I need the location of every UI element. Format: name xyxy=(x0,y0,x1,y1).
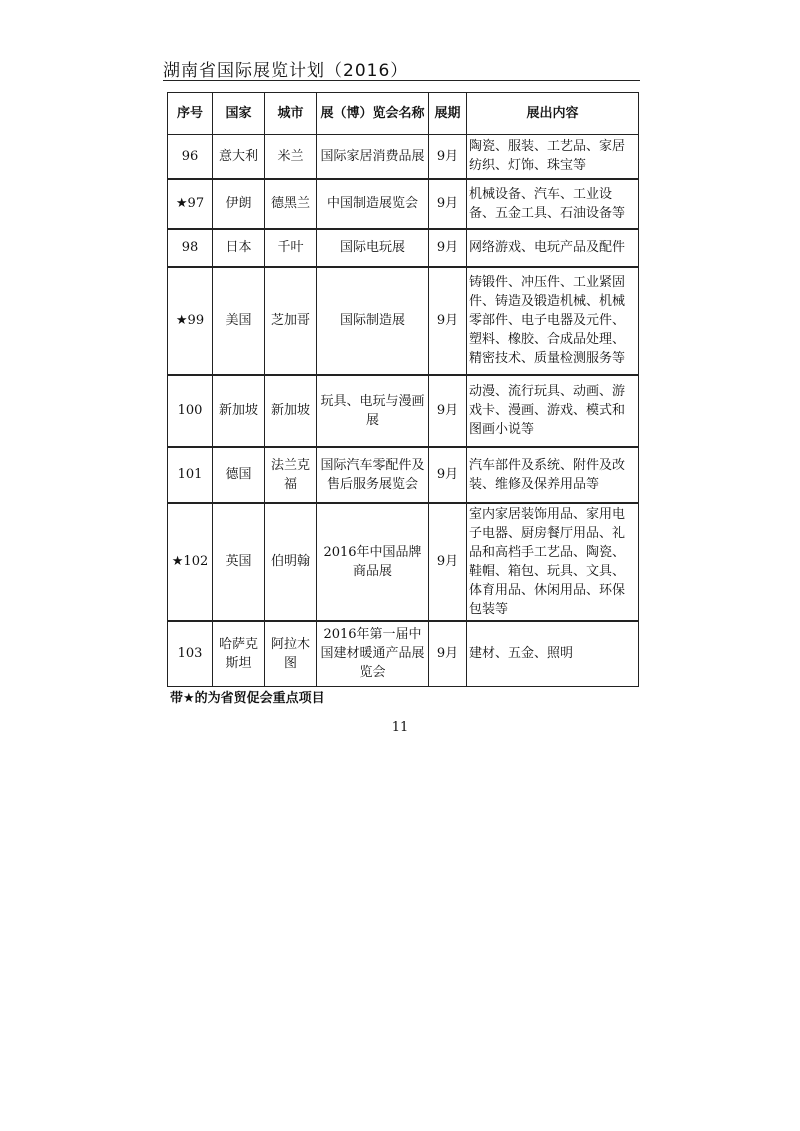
cell-content: 室内家居装饰用品、家用电子电器、厨房餐厅用品、礼品和高档手工艺品、陶瓷、鞋帽、箱包、玩具、文具、体育用品、休闲用品、环保包装等 xyxy=(467,503,639,621)
cell-exhibition-name: 国际电玩展 xyxy=(317,229,429,267)
cell-no: ★97 xyxy=(168,179,213,229)
cell-exhibition-name: 国际汽车零配件及售后服务展览会 xyxy=(317,447,429,503)
cell-content: 动漫、流行玩具、动画、游戏卡、漫画、游戏、模式和图画小说等 xyxy=(467,375,639,447)
header-rule xyxy=(163,80,640,81)
cell-period: 9月 xyxy=(429,135,467,179)
column-header-no: 序号 xyxy=(168,93,213,135)
table-row xyxy=(168,135,639,179)
cell-country: 美国 xyxy=(213,267,265,375)
cell-exhibition-name: 2016年第一届中国建材暖通产品展览会 xyxy=(317,621,429,687)
cell-exhibition-name: 国际制造展 xyxy=(317,267,429,375)
cell-country: 新加坡 xyxy=(213,375,265,447)
cell-period: 9月 xyxy=(429,375,467,447)
cell-exhibition-name: 玩具、电玩与漫画展 xyxy=(317,375,429,447)
cell-no: 101 xyxy=(168,447,213,503)
cell-exhibition-name: 国际家居消费品展 xyxy=(317,135,429,179)
cell-city: 阿拉木图 xyxy=(265,621,317,687)
exhibition-table xyxy=(167,92,639,687)
cell-period: 9月 xyxy=(429,621,467,687)
table-row xyxy=(168,375,639,447)
cell-country: 意大利 xyxy=(213,135,265,179)
cell-city: 新加坡 xyxy=(265,375,317,447)
column-header-country: 国家 xyxy=(213,93,265,135)
cell-no: 96 xyxy=(168,135,213,179)
column-header-city: 城市 xyxy=(265,93,317,135)
column-header-exhibition-name: 展（博）览会名称 xyxy=(317,93,429,135)
cell-country: 伊朗 xyxy=(213,179,265,229)
column-header-period: 展期 xyxy=(429,93,467,135)
cell-exhibition-name: 中国制造展览会 xyxy=(317,179,429,229)
cell-period: 9月 xyxy=(429,179,467,229)
table-row xyxy=(168,179,639,229)
cell-country: 英国 xyxy=(213,503,265,621)
table-row xyxy=(168,447,639,503)
cell-no: 100 xyxy=(168,375,213,447)
column-header-content: 展出内容 xyxy=(467,93,639,135)
cell-country: 日本 xyxy=(213,229,265,267)
table-header-row xyxy=(168,93,639,135)
cell-city: 芝加哥 xyxy=(265,267,317,375)
cell-content: 铸锻件、冲压件、工业紧固件、铸造及锻造机械、机械零部件、电子电器及元件、塑料、橡胶、合成品处理、精密技术、质量检测服务等 xyxy=(467,267,639,375)
page-header-title: 湖南省国际展览计划（2016） xyxy=(163,61,409,81)
table-row xyxy=(168,503,639,621)
table-row xyxy=(168,267,639,375)
cell-city: 米兰 xyxy=(265,135,317,179)
cell-no: ★99 xyxy=(168,267,213,375)
page-number: 11 xyxy=(391,720,409,735)
table-row xyxy=(168,621,639,687)
cell-country: 哈萨克斯坦 xyxy=(213,621,265,687)
cell-content: 网络游戏、电玩产品及配件 xyxy=(467,229,639,267)
cell-period: 9月 xyxy=(429,229,467,267)
cell-content: 汽车部件及系统、附件及改装、维修及保养用品等 xyxy=(467,447,639,503)
cell-city: 千叶 xyxy=(265,229,317,267)
cell-period: 9月 xyxy=(429,447,467,503)
cell-content: 建材、五金、照明 xyxy=(467,621,639,687)
cell-period: 9月 xyxy=(429,267,467,375)
cell-city: 伯明翰 xyxy=(265,503,317,621)
cell-no: 98 xyxy=(168,229,213,267)
key-project-note: 带★的为省贸促会重点项目 xyxy=(170,691,325,706)
cell-country: 德国 xyxy=(213,447,265,503)
cell-exhibition-name: 2016年中国品牌商品展 xyxy=(317,503,429,621)
cell-city: 德黑兰 xyxy=(265,179,317,229)
cell-no: 103 xyxy=(168,621,213,687)
cell-period: 9月 xyxy=(429,503,467,621)
cell-content: 机械设备、汽车、工业设备、五金工具、石油设备等 xyxy=(467,179,639,229)
cell-no: ★102 xyxy=(168,503,213,621)
cell-city: 法兰克福 xyxy=(265,447,317,503)
table-row xyxy=(168,229,639,267)
cell-content: 陶瓷、服装、工艺品、家居纺织、灯饰、珠宝等 xyxy=(467,135,639,179)
